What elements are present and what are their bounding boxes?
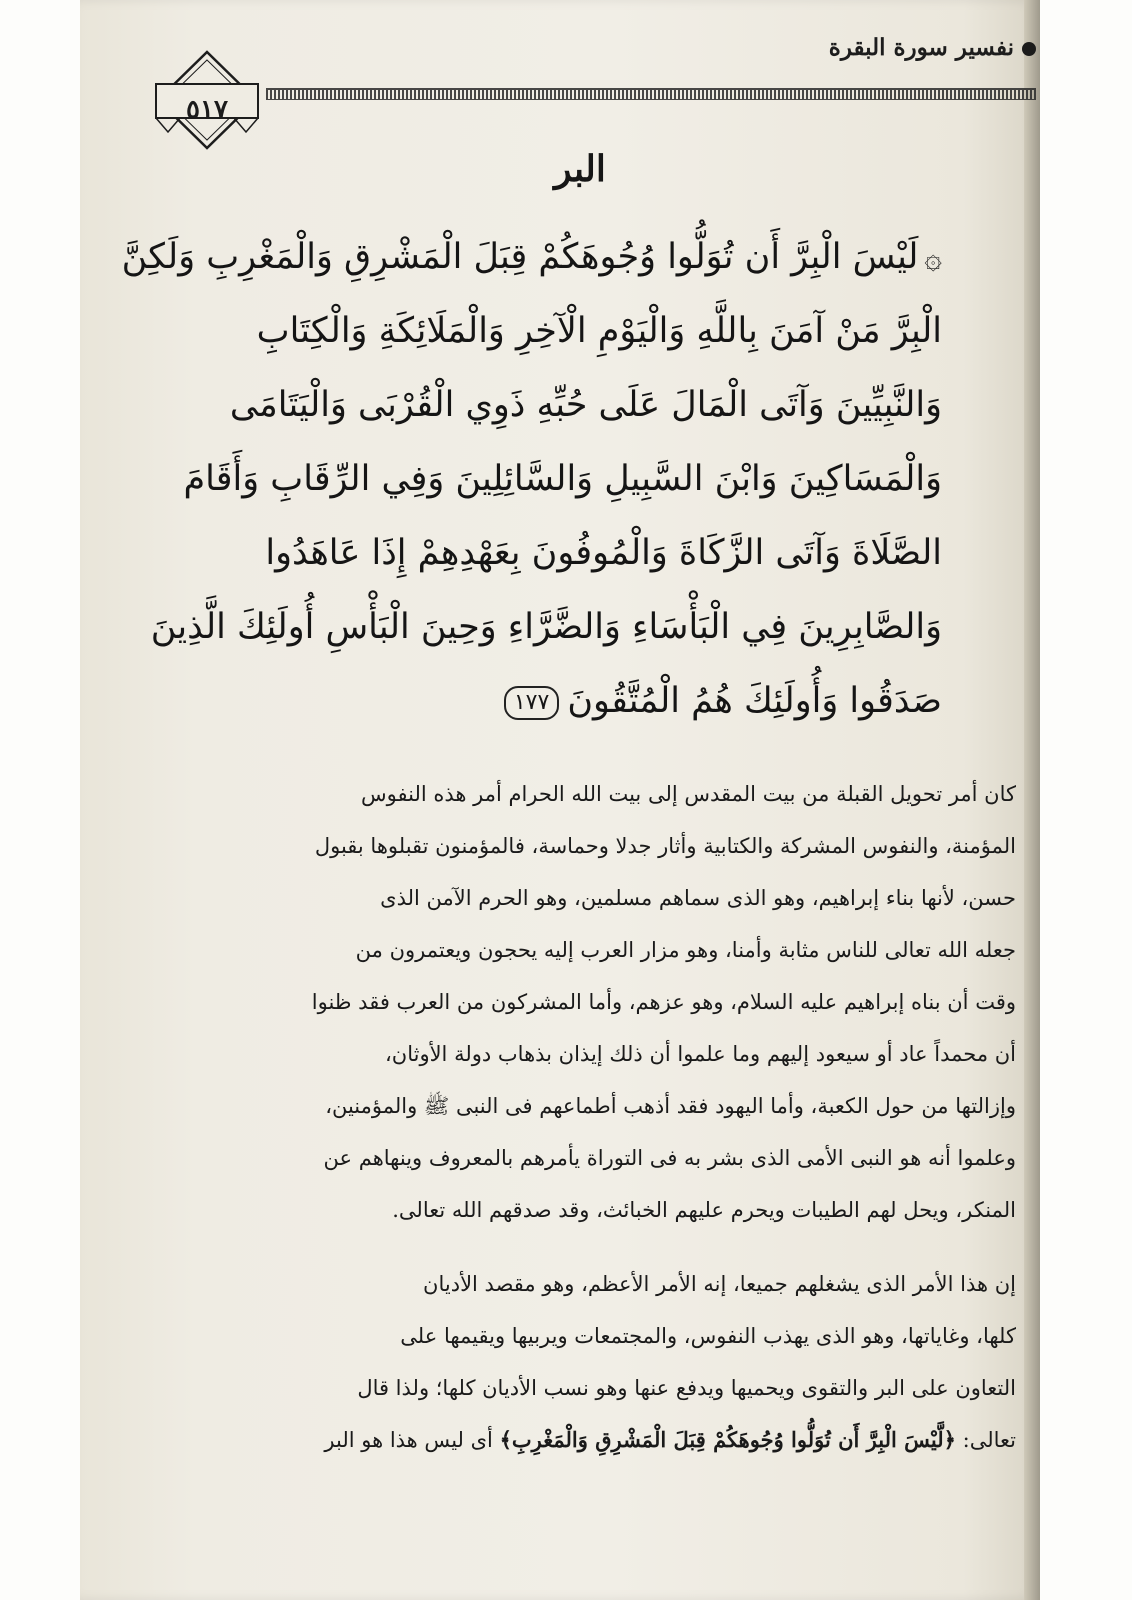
text-line: المنكر، ويحل لهم الطيبات ويحرم عليهم الخبائث، وقد صدقهم الله تعالى. — [392, 1198, 1016, 1222]
running-header: نفسير سورة البقرة — [828, 34, 1014, 61]
verse-line: وَالْمَسَاكِينَ وَابْنَ السَّبِيلِ وَالسَّائِلِينَ وَفِي الرِّقَابِ وَأَقَامَ — [183, 459, 942, 499]
page-header — [150, 28, 1040, 138]
verse-text: لَيْسَ الْبِرَّ أَن تُوَلُّوا وُجُوهَكُمْ قِبَلَ الْمَشْرِقِ وَالْمَغْرِبِ وَلَكِنَّ — [121, 237, 919, 277]
header-bullet-icon — [1022, 42, 1036, 56]
verse-line: الْبِرَّ مَنْ آمَنَ بِاللَّهِ وَالْيَوْمِ الْآخِرِ وَالْمَلَائِكَةِ وَالْكِتَابِ — [256, 311, 942, 351]
text-line: التعاون على البر والتقوى ويحميها ويدفع عنها وهو نسب الأديان كلها؛ ولذا قال — [357, 1376, 1016, 1400]
verse-number-marker: ١٧٧ — [504, 686, 559, 720]
text-line: كلها، وغاياتها، وهو الذى يهذب النفوس، والمجتمعات ويربيها ويقيمها على — [400, 1324, 1016, 1348]
text-line — [200, 1414, 1016, 1466]
verse-line — [121, 220, 942, 294]
book-spine-shadow — [1024, 0, 1040, 1600]
verse-line: وَالصَّابِرِينَ فِي الْبَأْسَاءِ وَالضَّرَّاءِ وَحِينَ الْبَأْسِ أُولَئِكَ الَّذِينَ — [150, 607, 942, 647]
page-number-badge — [152, 48, 262, 158]
section-title — [300, 148, 860, 190]
commentary-text — [200, 768, 1016, 1466]
paragraph — [200, 768, 1016, 1236]
verse-line — [222, 664, 942, 738]
verse-line: وَالنَّبِيِّينَ وَآتَى الْمَالَ عَلَى حُبِّهِ ذَوِي الْقُرْبَى وَالْيَتَامَى — [229, 385, 942, 425]
text-line: كان أمر تحويل القبلة من بيت المقدس إلى بيت الله الحرام أمر هذه النفوس — [361, 782, 1016, 806]
text-line: وعلموا أنه هو النبى الأمى الذى بشر به فى التوراة يأمرهم بالمعروف وينهاهم عن — [323, 1146, 1016, 1170]
verse-text: صَدَقُوا وَأُولَئِكَ هُمُ الْمُتَّقُونَ — [567, 681, 942, 721]
text-line: وقت أن بناه إبراهيم عليه السلام، وهو عزهم، وأما المشركون من العرب فقد ظنوا — [311, 990, 1016, 1014]
page-number: ٥١٧ — [186, 95, 228, 125]
text-line: المؤمنة، والنفوس المشركة والكتابية وأثار جدلا وحماسة، فالمؤمنون تقبلوها بقبول — [314, 834, 1016, 858]
rub-el-hizb-icon: ۞ — [924, 241, 942, 276]
text-line: إن هذا الأمر الذى يشغلهم جميعا، إنه الأمر الأعظم، وهو مقصد الأديان — [423, 1272, 1016, 1296]
paragraph-gap — [200, 1236, 1016, 1258]
text-line: أن محمداً عاد أو سيعود إليهم وما علموا أن ذلك إيذان بذهاب دولة الأوثان، — [385, 1042, 1016, 1066]
header-rule — [266, 88, 1036, 100]
quran-verse-block — [121, 220, 942, 738]
text-line: حسن، لأنها بناء إبراهيم، وهو الذى سماهم مسلمين، وهو الحرم الآمن الذى — [380, 886, 1016, 910]
verse-line: الصَّلَاةَ وَآتَى الزَّكَاةَ وَالْمُوفُونَ بِعَهْدِهِمْ إِذَا عَاهَدُوا — [265, 533, 942, 573]
line-prefix: تعالى: — [962, 1428, 1016, 1452]
inline-verse-quote: ﴿لَّيْسَ الْبِرَّ أَن تُوَلُّوا وُجُوهَكُمْ قِبَلَ الْمَشْرِقِ وَالْمَغْرِبِ﴾ — [499, 1427, 956, 1452]
section-title-text: البر — [554, 148, 606, 190]
paragraph — [200, 1258, 1016, 1466]
text-line: جعله الله تعالى للناس مثابة وأمنا، وهو مزار العرب إليه يحجون ويعتمرون من — [355, 938, 1016, 962]
text-line: وإزالتها من حول الكعبة، وأما اليهود فقد أذهب أطماعهم فى النبى ﷺ والمؤمنين، — [325, 1094, 1016, 1118]
line-suffix: أى ليس هذا هو البر — [324, 1428, 493, 1452]
